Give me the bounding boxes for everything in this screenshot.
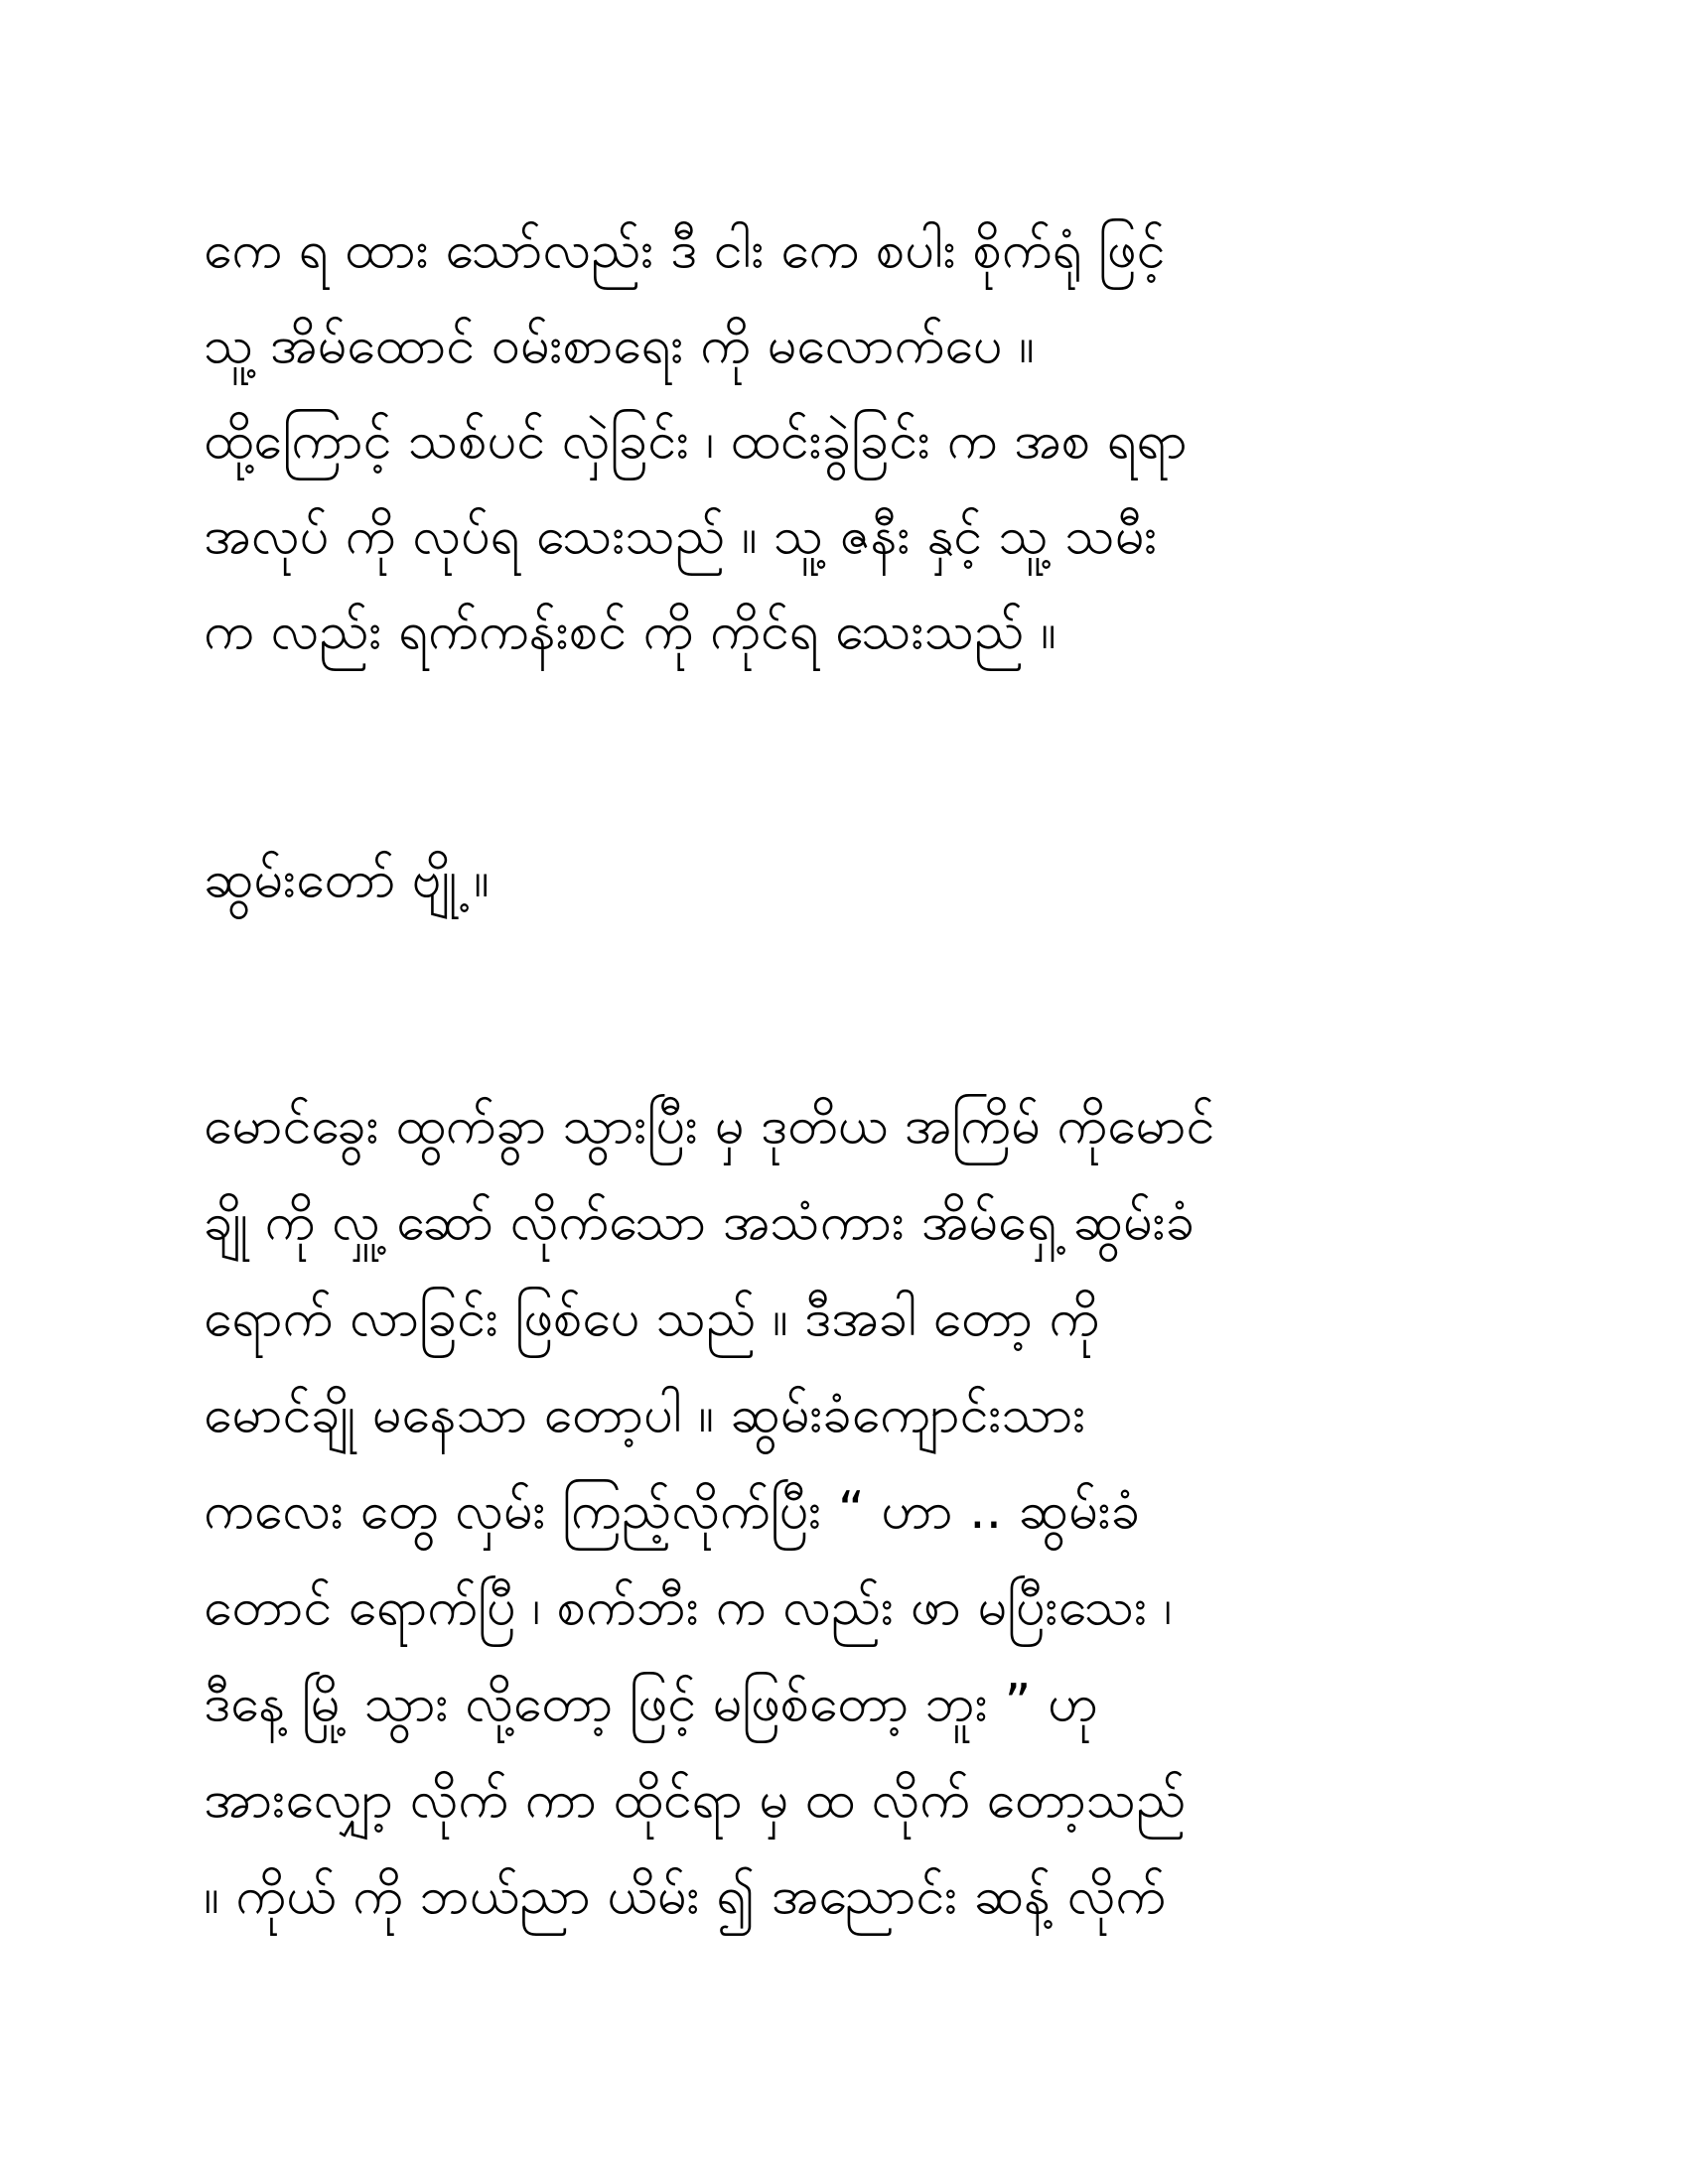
text-line: ဆွမ်းတော် ဗျို့ ။ [204, 850, 490, 909]
text-line: သူ့ အိမ်ထောင် ဝမ်းစာရေး ကို မလောက်ပေ ။ [204, 316, 1035, 375]
text-line: အားလျှော့ လိုက် ကာ ထိုင်ရာ မှ ထ လိုက် တော့သည် [204, 1770, 1187, 1830]
text-line: ဒီနေ့ မြို့ သွား လို့တော့ ဖြင့် မဖြစ်တော့ ဘူး ” ဟု [204, 1674, 1098, 1733]
text-line: ချို ကို လှူ့ ဆော် လိုက်သော အသံကား အိမ်ရှေ့ ဆွမ်းခံ [204, 1192, 1196, 1252]
text-line: မောင်ခွေး ထွက်ခွာ သွားပြီး မှ ဒုတိယ အကြိမ် ကိုမောင် [204, 1096, 1215, 1156]
text-line: က လည်း ရက်ကန်းစင် ကို ကိုင်ရ သေးသည် ။ [204, 602, 1056, 661]
text-line: မောင်ချို မနေသာ တော့ပါ ။ ဆွမ်းခံကျောင်းသား [204, 1385, 1086, 1444]
text-line: ကလေး တွေ လှမ်း ကြည့်လိုက်ပြီး “ ဟာ .. ဆွမ်းခံ [204, 1481, 1141, 1541]
text-line: ကေ ရ ထား သော်လည်း ဒီ ငါး ကေ စပါး စိုက်ရုံ ဖြင့် [204, 220, 1166, 280]
text-line: တောင် ရောက်ပြီ ၊ စက်ဘီး က လည်း ဖာ မပြီးသေး ၊ [204, 1577, 1173, 1637]
text-line: ထို့ကြောင့် သစ်ပင် လှဲခြင်း ၊ ထင်းခွဲခြင်း က အစ ရရာ [204, 411, 1188, 471]
text-line: ရောက် လာခြင်း ဖြစ်ပေ သည် ။ ဒီအခါ တော့ ကို [204, 1289, 1100, 1348]
text-line: ။ ကိုယ် ကို ဘယ်ညာ ယိမ်း ၍ အညောင်း ဆန့် လိုက် [204, 1866, 1167, 1926]
text-line: အလုပ် ကို လုပ်ရ သေးသည် ။ သူ့ ဇနီး နှင့် သူ့ သမီး [204, 506, 1158, 566]
